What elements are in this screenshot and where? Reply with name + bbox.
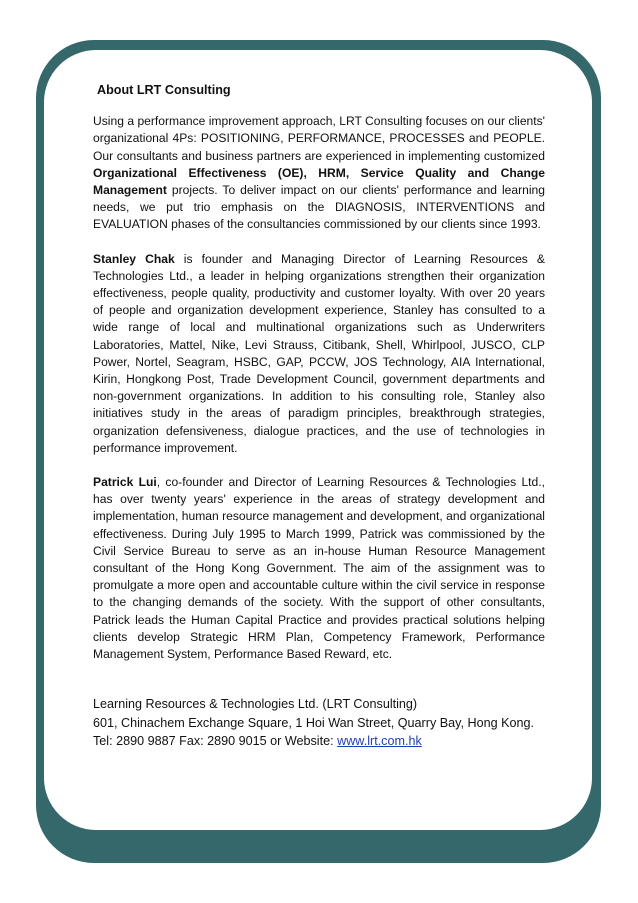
company-name: Learning Resources & Technologies Ltd. (LRT Consulting): [93, 697, 418, 712]
website-link[interactable]: www.lrt.com.hk: [337, 734, 422, 749]
phone-fax-text: Tel: 2890 9887 Fax: 2890 9015 or Website:: [93, 734, 338, 749]
stanley-paragraph: [93, 251, 545, 457]
intro-text-1: Using a performance improvement approach, LRT Consulting focuses on our clients' organizational 4Ps: POSITIONING, PERFORMANCE, PROCESSES and PEOPLE. Our consultants and business partners are experienced in implementing customized: [93, 114, 545, 163]
patrick-paragraph: [93, 474, 545, 663]
stanley-bio: is founder and Managing Director of Learning Resources & Technologies Ltd., a leader in helping organizations strengthen their organization effectiveness, people quality, productivity and customer loyalty. With over 20 years of people and organization development experience, Stanley has consulted to a wide range of local and multinational organizations such as Underwriters Laboratories, Mattel, Nike, Levi Strauss, Citibank, Shell, Whirlpool, JUSCO, CLP Power, Nortel, Seagram, HSBC, GAP, PCCW, JOS Technology, AIA International, Kirin, Hongkong Post, Trade Development Council, government departments and non-government organizations. In addition to his consulting role, Stanley also initiatives study in the areas of paradigm principles, breakthrough strategies, organization defensiveness, dialogue practices, and the use of technologies in performance improvement.: [93, 251, 546, 455]
stanley-name: Stanley Chak: [93, 251, 175, 266]
section-heading: About LRT Consulting: [97, 83, 231, 97]
document-body: [93, 82, 545, 751]
patrick-name: Patrick Lui: [93, 475, 157, 490]
intro-text-2: projects. To deliver impact on our clients' performance and learning needs, we put trio emphasis on the DIAGNOSIS, INTERVENTIONS and EVALUATION phases of the consultancies commissioned by our clients since 1993.: [93, 183, 545, 232]
company-address: 601, Chinachem Exchange Square, 1 Hoi Wan Street, Quarry Bay, Hong Kong.: [93, 715, 535, 730]
patrick-bio: , co-founder and Director of Learning Resources & Technologies Ltd., has over twenty years' experience in the areas of strategy development and implementation, human resource management and development, and organizational effectiveness. During July 1995 to March 1999, Patrick was commissioned by the Civil Service Bureau to serve as an in-house Human Resource Management consultant of the Hong Kong Government. The aim of the assignment was to promulgate a more open and accountable culture within the civil service in response to the changing demands of the society. With the support of other consultants, Patrick leads the Human Capital Practice and provides practical solutions helping clients develop Strategic HRM Plan, Competency Framework, Performance Management System, Performance Based Reward, etc.: [93, 475, 545, 662]
contact-block: [93, 695, 545, 751]
intro-bold-services: Organizational Effectiveness (OE), HRM, Service Quality and Change Management: [93, 165, 545, 198]
company-phone-line: [93, 732, 545, 751]
intro-paragraph: [93, 113, 545, 233]
